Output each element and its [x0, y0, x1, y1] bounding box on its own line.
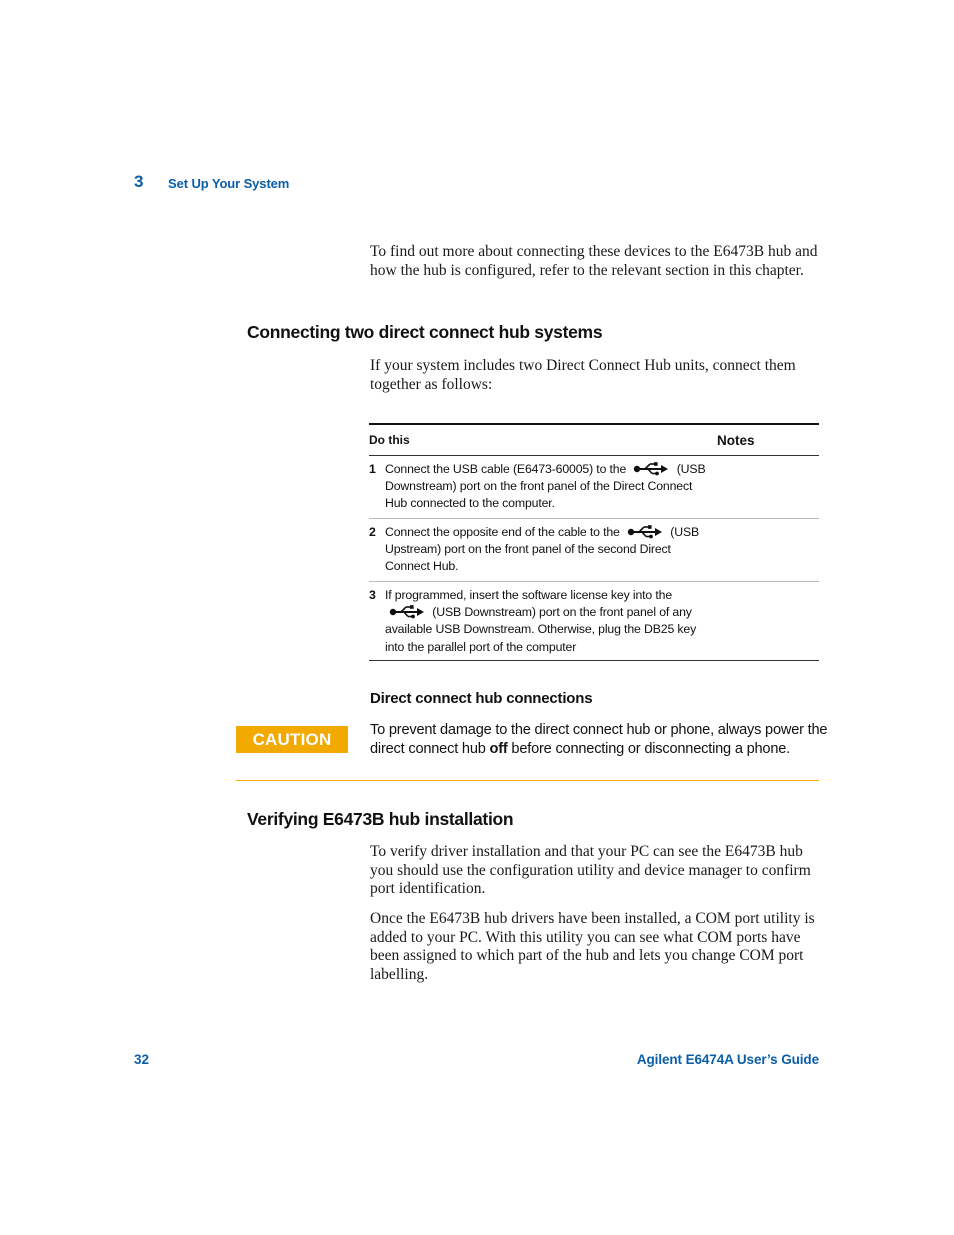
- step-text: [385, 461, 707, 513]
- section-paragraph-verify-2: Once the E6473B hub drivers have been installed, a COM port utility is added to your PC. With this utility you can see what COM ports have been assigned to which part of the hub and lets you change COM port labelling.: [370, 910, 815, 984]
- guide-title: Agilent E6474A User’s Guide: [636, 1052, 819, 1067]
- step-text-before: Connect the USB cable (E6473-60005) to the: [385, 462, 627, 476]
- table-row: [369, 582, 819, 661]
- section-paragraph-verify-1: To verify driver installation and that your PC can see the E6473B hub you should use the configuration utility and device manager to confirm port identification.: [370, 843, 811, 898]
- step-text-before: Connect the opposite end of the cable to the: [385, 525, 620, 539]
- caution-text-after: before connecting or disconnecting a phone.: [507, 741, 791, 757]
- step-text-after: (USB Downstream) port on the front panel of the Direct Connect Hub connected to the computer.: [385, 462, 706, 511]
- table-row: [369, 519, 819, 582]
- caution-text-bold: off: [489, 741, 508, 757]
- page-number: 32: [134, 1052, 150, 1067]
- step-number: 3: [369, 588, 376, 602]
- usb-icon: [627, 525, 663, 539]
- step-text-after: (USB Downstream) port on the front panel of any available USB Downstream. Otherwise, plug the DB25 key into the parallel port of the computer: [385, 605, 697, 654]
- caution-text-before: To prevent damage to the direct connect hub or phone, always power the direct connect hub: [370, 722, 828, 757]
- usb-icon: [633, 462, 669, 476]
- column-header-notes: Notes: [717, 433, 755, 448]
- section-heading-verify: Verifying E6473B hub installation: [247, 809, 514, 829]
- step-number: 2: [369, 525, 376, 539]
- table-header: [369, 425, 819, 456]
- usb-icon: [389, 605, 425, 619]
- caution-divider: [236, 780, 819, 781]
- table-caption: Direct connect hub connections: [370, 690, 593, 707]
- step-number: 1: [369, 462, 376, 476]
- step-text: [385, 587, 707, 656]
- column-header-do: Do this: [369, 433, 410, 447]
- section-paragraph-connect: If your system includes two Direct Connect Hub units, connect them together as follows:: [370, 357, 796, 393]
- step-text-after: (USB Upstream) port on the front panel of the second Direct Connect Hub.: [385, 525, 700, 574]
- step-text-before: If programmed, insert the software license key into the: [385, 588, 673, 602]
- steps-table: [369, 423, 819, 661]
- chapter-number: 3: [134, 172, 144, 191]
- table-row: [369, 456, 819, 519]
- caution-text: [370, 721, 830, 759]
- caution-label: CAUTION: [236, 726, 348, 753]
- step-text: [385, 524, 707, 576]
- intro-paragraph: To find out more about connecting these devices to the E6473B hub and how the hub is configured, refer to the relevant section in this chapter.: [370, 243, 818, 279]
- section-heading-connect: Connecting two direct connect hub systems: [247, 322, 603, 342]
- chapter-title: Set Up Your System: [168, 176, 290, 191]
